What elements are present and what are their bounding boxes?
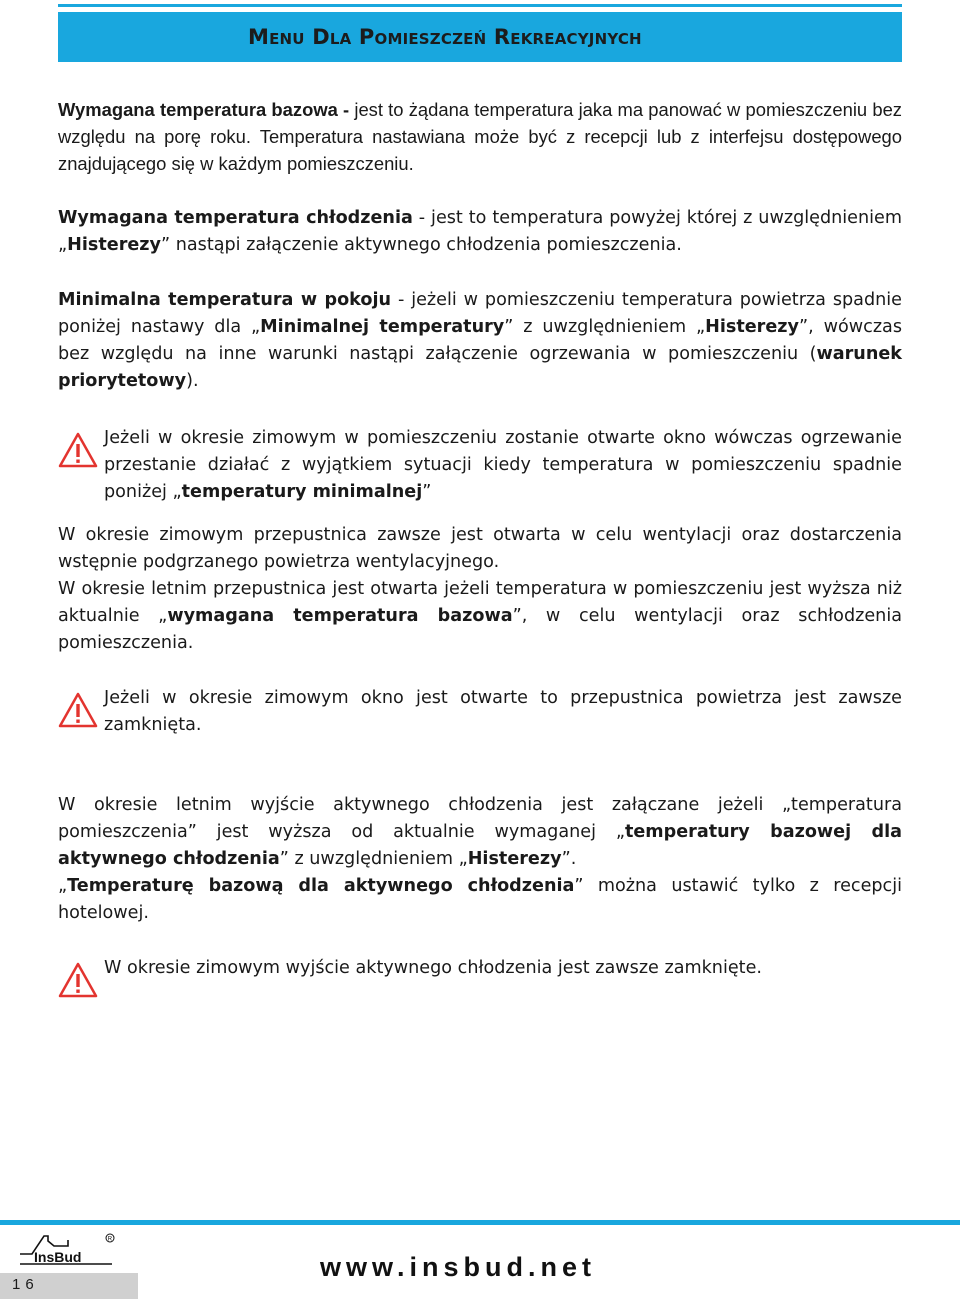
svg-text:R: R xyxy=(107,1236,113,1243)
winter-damper-text: W okresie zimowym przepustnica zawsze jest otwarta w celu wentylacji oraz dostarczenia wstępnie podgrzanego powietrza wentylacyjnego. xyxy=(58,525,902,572)
min-temp-term: Minimalna temperatura w pokoju xyxy=(58,290,392,310)
website-link[interactable]: www.insbud.net xyxy=(320,1252,596,1282)
base-temp-text: jest to żądana temperatura jaka ma panować w pomieszczeniu bez względu na porę roku. Temperatura nastawiana może być z recepcji lub z interfejsu dostępowego znajdującego się w każdym pomieszczeniu. xyxy=(58,99,902,174)
summer-output-text-2: ” z uwzględnieniem „ xyxy=(279,849,468,869)
summer-damper-text-2: ”, w celu wentylacji oraz schłodzenia pomieszczenia. xyxy=(58,606,902,653)
cooling-temp-text-2: ” nastąpi załączenie aktywnego chłodzenia pomieszczenia. xyxy=(161,235,682,255)
page-title: Menu Dla Pomieszczeń Rekreacyjnych xyxy=(248,25,642,49)
title-bar xyxy=(58,12,902,62)
summer-output-text-1: W okresie letnim wyjście aktywnego chłodzenia jest załączane jeżeli „temperatura pomieszczenia” jest wyższa od aktualnie wymaganej „ xyxy=(58,795,902,842)
min-temp-hysteresis: Histerezy xyxy=(705,317,799,337)
warning-1-text-1: Jeżeli w okresie zimowym w pomieszczeniu zostanie otwarte okno wówczas ogrzewanie przestanie działać z wyjątkiem sytuacji kiedy temperatura w pomieszczeniu spadnie poniżej „ xyxy=(104,428,902,502)
min-temp-text-1: - jeżeli w pomieszczeniu temperatura powietrza spadnie poniżej nastawy dla „ xyxy=(58,290,902,337)
damper-paragraph xyxy=(58,522,902,657)
warning-triangle-icon xyxy=(58,961,98,999)
summer-damper-bold: wymagana temperatura bazowa xyxy=(167,606,513,626)
base-temp-term: Wymagana temperatura bazowa - xyxy=(58,99,350,120)
cooling-temp-paragraph xyxy=(58,205,902,259)
warning-2-text: Jeżeli w okresie zimowym okno jest otwarte to przepustnica powietrza jest zawsze zamknięta. xyxy=(104,688,902,735)
summer-output-text-3: ”. xyxy=(561,849,577,869)
top-rule xyxy=(58,4,902,7)
base-temp-setting-bold: Temperaturę bazową dla aktywnego chłodzenia xyxy=(67,876,575,896)
summer-output-bold-1: temperatury bazowej dla aktywnego chłodzenia xyxy=(58,822,902,869)
base-temp-setting-text-1: „ xyxy=(58,876,68,896)
footer-band xyxy=(0,1220,960,1225)
min-temp-text-4: ). xyxy=(186,371,199,391)
summer-output-bold-2: Histerezy xyxy=(467,849,562,869)
base-temp-setting-text-2: ” można ustawić tylko z recepcji hotelowej. xyxy=(58,876,903,923)
cooling-temp-text-1: - jest to temperatura powyżej której z uwzględnieniem „ xyxy=(58,208,902,255)
min-temp-ref: Minimalnej temperatury xyxy=(260,317,505,337)
warning-triangle-icon xyxy=(58,431,98,469)
warning-1-bold: temperatury minimalnej xyxy=(181,482,423,502)
warning-triangle-icon xyxy=(58,691,98,729)
warning-3-text: W okresie zimowym wyjście aktywnego chłodzenia jest zawsze zamknięte. xyxy=(104,958,762,978)
min-temp-text-2: ” z uwzględnieniem „ xyxy=(504,317,706,337)
warning-open-window xyxy=(58,425,902,506)
min-temp-priority: warunek priorytetowy xyxy=(58,344,902,391)
warning-1-text-2: ” xyxy=(422,482,432,502)
summer-damper-text-1: W okresie letnim przepustnica jest otwarta jeżeli temperatura w pomieszczeniu jest wyższa niż aktualnie „ xyxy=(58,579,902,626)
logo-text: InsBud xyxy=(34,1249,82,1265)
insbud-logo xyxy=(18,1232,118,1272)
base-temp-paragraph xyxy=(58,96,902,177)
page-number: 16 xyxy=(12,1276,39,1293)
cooling-temp-term: Wymagana temperatura chłodzenia xyxy=(58,208,413,228)
summer-output-paragraph xyxy=(58,792,902,927)
warning-damper-closed xyxy=(58,685,902,739)
min-temp-text-3: ”, wówczas bez względu na inne warunki nastąpi załączenie ogrzewania w pomieszczeniu ( xyxy=(58,317,903,364)
cooling-temp-hysteresis: Histerezy xyxy=(67,235,162,255)
warning-winter-output xyxy=(58,955,902,982)
min-temp-paragraph xyxy=(58,287,902,395)
